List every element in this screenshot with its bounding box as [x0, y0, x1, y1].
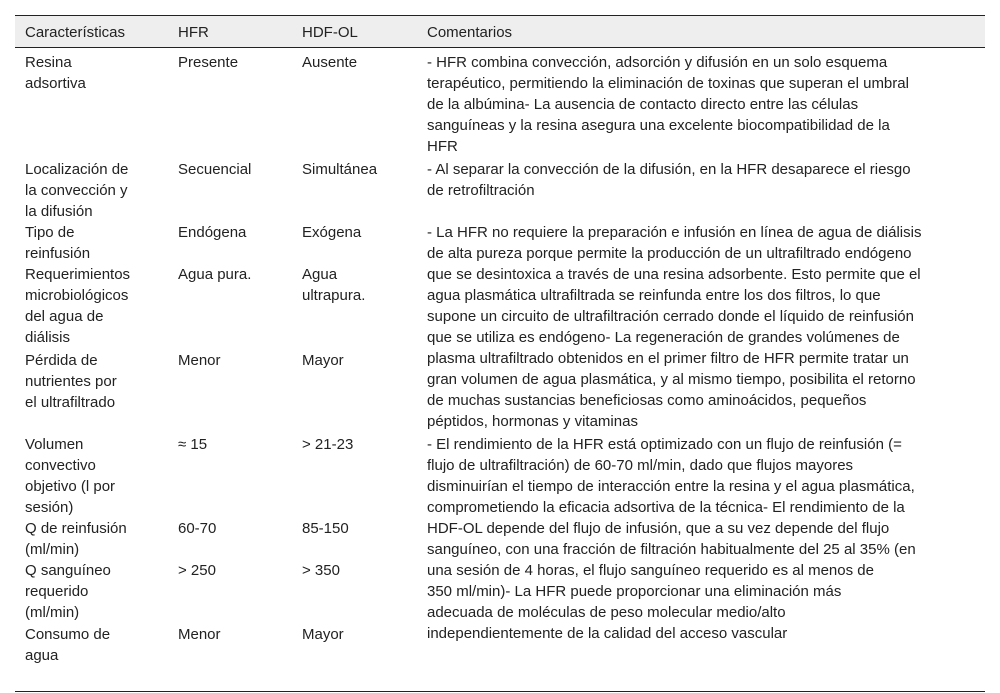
row-label: microbiológicos: [25, 287, 129, 304]
comment-line: de retrofiltración: [427, 182, 535, 199]
comment-line: comprometiendo la eficacia adsortiva de la técnica- El rendimiento de la: [427, 499, 905, 516]
comment-line: adecuada de moléculas de peso molecular medio/alto: [427, 604, 786, 621]
hfr-value: Menor: [178, 626, 221, 643]
comment-line: disminuirían el tiempo de interacción entre la resina y el agua plasmática,: [427, 478, 915, 495]
comment-line: péptidos, hormonas y vitaminas: [427, 413, 638, 430]
hfr-value: Agua pura.: [178, 266, 252, 283]
hfr-value: Endógena: [178, 224, 247, 241]
row-label: reinfusión: [25, 245, 91, 262]
comment-line: HDF-OL depende del flujo de infusión, que a su vez depende del flujo: [427, 520, 890, 537]
comment-line: terapéutico, permitiendo la eliminación de toxinas que superan el umbral: [427, 75, 909, 92]
comment-line: - Al separar la convección de la difusión, en la HFR desaparece el riesgo: [427, 161, 911, 178]
comment-line: 350 ml/min)- La HFR puede proporcionar una eliminación más: [427, 583, 842, 600]
comment-line: que se desintoxica a través de una resina adsorbente. Esto permite que el: [427, 266, 921, 283]
header-caracteristicas: Características: [25, 24, 126, 41]
comment-line: plasma ultrafiltrado obtenidos en el primer filtro de HFR permite tratar un: [427, 350, 909, 367]
hfr-value: ≈ 15: [178, 436, 208, 453]
comment-line: agua plasmática ultrafiltrada se reinfunda entre los dos filtros, lo que: [427, 287, 881, 304]
comment-line: - El rendimiento de la HFR está optimizado con un flujo de reinfusión (=: [427, 436, 902, 453]
comment-line: de la albúmina- La ausencia de contacto directo entre las células: [427, 96, 859, 113]
hfr-value: > 250: [178, 562, 216, 579]
row-label: Pérdida de: [25, 352, 98, 369]
row-label: (ml/min): [25, 604, 80, 621]
row-label: Requerimientos: [25, 266, 131, 283]
hfr-value: 60-70: [178, 520, 217, 537]
row-label: requerido: [25, 583, 89, 600]
hdf-ol-value: Mayor: [302, 352, 344, 369]
row-label: Q sanguíneo: [25, 562, 111, 579]
hdf-ol-value: > 350: [302, 562, 340, 579]
hdf-ol-value: Agua: [302, 266, 338, 283]
row-label: Tipo de: [25, 224, 75, 241]
row-label: (ml/min): [25, 541, 80, 558]
row-label: la difusión: [25, 203, 93, 220]
row-label: convectivo: [25, 457, 96, 474]
row-label: agua: [25, 647, 59, 664]
comment-line: sanguíneas y la resina asegura una excelente biocompatibilidad de la: [427, 117, 890, 134]
hfr-value: Secuencial: [178, 161, 252, 178]
row-label: la convección y: [25, 182, 128, 199]
comment-line: de alta pureza porque permite la producción de un ultrafiltrado endógeno: [427, 245, 912, 262]
comment-line: una sesión de 4 horas, el flujo sanguíneo requerido es al menos de: [427, 562, 874, 579]
comment-line: que se utiliza es endógeno- La regeneración de grandes volúmenes de: [427, 329, 900, 346]
hfr-value: Presente: [178, 54, 239, 71]
comment-line: gran volumen de agua plasmática, y al mismo tiempo, posibilita el retorno: [427, 371, 916, 388]
comment-line: independientemente de la calidad del acceso vascular: [427, 625, 788, 642]
hdf-ol-value: 85-150: [302, 520, 349, 537]
row-label: Q de reinfusión: [25, 520, 127, 537]
hdf-ol-value: Simultánea: [302, 161, 378, 178]
hdf-ol-value: Ausente: [302, 54, 358, 71]
row-label: Consumo de: [25, 626, 111, 643]
row-label: adsortiva: [25, 75, 86, 92]
table-body: [15, 48, 985, 692]
header-comentarios: Comentarios: [427, 24, 513, 41]
header-hdf-ol: HDF-OL: [302, 24, 358, 41]
data-table: [15, 15, 985, 692]
comment-line: HFR: [427, 138, 458, 155]
row-label: Volumen: [25, 436, 84, 453]
comment-line: - La HFR no requiere la preparación e infusión en línea de agua de diálisis: [427, 224, 922, 241]
row-label: el ultrafiltrado: [25, 394, 116, 411]
row-label: objetivo (l por: [25, 478, 116, 495]
row-label: sesión): [25, 499, 74, 516]
row-label: nutrientes por: [25, 373, 117, 390]
hdf-ol-value: Mayor: [302, 626, 344, 643]
table-header: [15, 15, 985, 48]
comment-line: supone un circuito de ultrafiltración cerrado donde el líquido de reinfusión: [427, 308, 914, 325]
comment-line: de muchas sustancias beneficiosas como aminoácidos, pequeños: [427, 392, 867, 409]
row-label: diálisis: [25, 329, 71, 346]
hfr-value: Menor: [178, 352, 221, 369]
comment-line: - HFR combina convección, adsorción y difusión en un solo esquema: [427, 54, 888, 71]
row-label: Resina: [25, 54, 72, 71]
header-hfr: HFR: [178, 24, 209, 41]
row-label: del agua de: [25, 308, 104, 325]
hdf-ol-value: > 21-23: [302, 436, 354, 453]
comment-line: flujo de ultrafiltración) de 60-70 ml/min, dado que flujos mayores: [427, 457, 854, 474]
hdf-ol-value: ultrapura.: [302, 287, 366, 304]
row-label: Localización de: [25, 161, 129, 178]
comment-line: sanguíneo, con una fracción de filtración habitualmente del 25 al 35% (en: [427, 541, 916, 558]
hdf-ol-value: Exógena: [302, 224, 362, 241]
